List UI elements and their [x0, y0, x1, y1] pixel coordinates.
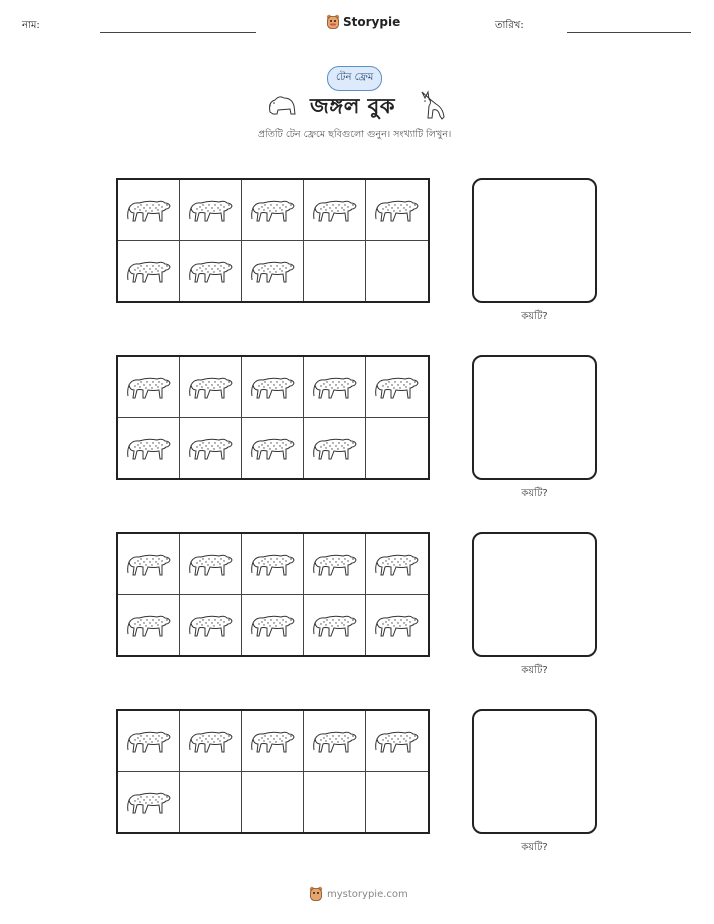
- ten-frame-cell: [180, 711, 242, 772]
- leopard-icon: [126, 254, 172, 288]
- leopard-icon: [188, 254, 234, 288]
- answer-box[interactable]: [472, 178, 597, 303]
- brand-logo: [326, 14, 400, 30]
- ten-frame-cell: [242, 241, 304, 302]
- leopard-icon: [312, 370, 358, 404]
- date-label: তারিখ:: [495, 20, 524, 31]
- ten-frame-cell: [242, 357, 304, 418]
- ten-frame-cell: [242, 595, 304, 656]
- leopard-icon: [126, 785, 172, 819]
- leopard-icon: [188, 547, 234, 581]
- footer-url[interactable]: mystorypie.com: [327, 888, 408, 900]
- leopard-icon: [374, 193, 420, 227]
- ten-frame-cell: [304, 357, 366, 418]
- how-many-label: কয়টি?: [521, 311, 548, 322]
- leopard-icon: [126, 370, 172, 404]
- ten-frame-cell: [366, 534, 428, 595]
- leopard-icon: [312, 608, 358, 642]
- leopard-icon: [374, 724, 420, 758]
- footer: [309, 886, 408, 902]
- ten-frame-cell: [118, 357, 180, 418]
- ten-frame-cell: [304, 772, 366, 833]
- ten-frame-cell: [366, 180, 428, 241]
- ten-frame-cell: [180, 772, 242, 833]
- ten-frame-cell: [304, 180, 366, 241]
- leopard-icon: [250, 431, 296, 465]
- ten-frame-cell: [304, 418, 366, 479]
- leopard-icon: [126, 193, 172, 227]
- ten-frame-cell: [180, 357, 242, 418]
- leopard-icon: [126, 547, 172, 581]
- wolf-icon: [416, 88, 446, 122]
- answer-box[interactable]: [472, 709, 597, 834]
- storypie-mascot-icon: [309, 886, 323, 902]
- leopard-icon: [126, 608, 172, 642]
- ten-frame-cell: [242, 534, 304, 595]
- name-label: নাম:: [22, 20, 40, 31]
- ten-frame: [116, 178, 430, 303]
- ten-frame-cell: [242, 711, 304, 772]
- how-many-label: কয়টি?: [521, 842, 548, 853]
- how-many-label: কয়টি?: [521, 488, 548, 499]
- ten-frame-cell: [304, 595, 366, 656]
- topic-badge: টেন ফ্রেম: [327, 66, 382, 91]
- leopard-icon: [250, 724, 296, 758]
- ten-frame-cell: [366, 241, 428, 302]
- leopard-icon: [374, 608, 420, 642]
- how-many-label: কয়টি?: [521, 665, 548, 676]
- ten-frame-cell: [242, 418, 304, 479]
- leopard-icon: [250, 608, 296, 642]
- ten-frame-cell: [118, 595, 180, 656]
- ten-frame-cell: [366, 357, 428, 418]
- leopard-icon: [312, 724, 358, 758]
- ten-frame: [116, 709, 430, 834]
- leopard-icon: [250, 254, 296, 288]
- answer-box[interactable]: [472, 532, 597, 657]
- name-field-line[interactable]: [100, 32, 256, 33]
- ten-frame-cell: [242, 180, 304, 241]
- ten-frame-cell: [366, 772, 428, 833]
- ten-frame-cell: [366, 711, 428, 772]
- storypie-mascot-icon: [326, 14, 340, 30]
- leopard-icon: [374, 547, 420, 581]
- leopard-icon: [126, 724, 172, 758]
- leopard-icon: [250, 193, 296, 227]
- leopard-icon: [188, 193, 234, 227]
- leopard-icon: [126, 431, 172, 465]
- brand-name: Storypie: [343, 15, 401, 29]
- leopard-icon: [374, 370, 420, 404]
- answer-box[interactable]: [472, 355, 597, 480]
- ten-frame-cell: [304, 711, 366, 772]
- ten-frame: [116, 532, 430, 657]
- ten-frame-cell: [118, 180, 180, 241]
- ten-frame-cell: [118, 772, 180, 833]
- worksheet-title: জঙ্গল বুক: [310, 94, 396, 118]
- bear-icon: [266, 92, 298, 118]
- ten-frame-cell: [180, 595, 242, 656]
- date-field-line[interactable]: [567, 32, 691, 33]
- ten-frame: [116, 355, 430, 480]
- leopard-icon: [312, 193, 358, 227]
- ten-frame-cell: [366, 418, 428, 479]
- ten-frame-cell: [304, 241, 366, 302]
- leopard-icon: [250, 370, 296, 404]
- ten-frame-cell: [304, 534, 366, 595]
- ten-frame-cell: [118, 534, 180, 595]
- ten-frame-cell: [118, 711, 180, 772]
- ten-frame-cell: [180, 418, 242, 479]
- ten-frame-cell: [118, 241, 180, 302]
- ten-frame-cell: [180, 534, 242, 595]
- leopard-icon: [312, 547, 358, 581]
- instructions: প্রতিটি টেন ফ্রেমে ছবিগুলো গুনুন। সংখ্যাটি লিখুন।: [258, 129, 452, 140]
- leopard-icon: [250, 547, 296, 581]
- leopard-icon: [188, 370, 234, 404]
- leopard-icon: [312, 431, 358, 465]
- ten-frame-cell: [118, 418, 180, 479]
- ten-frame-cell: [366, 595, 428, 656]
- leopard-icon: [188, 608, 234, 642]
- leopard-icon: [188, 724, 234, 758]
- ten-frame-cell: [180, 241, 242, 302]
- ten-frame-cell: [242, 772, 304, 833]
- ten-frame-cell: [180, 180, 242, 241]
- leopard-icon: [188, 431, 234, 465]
